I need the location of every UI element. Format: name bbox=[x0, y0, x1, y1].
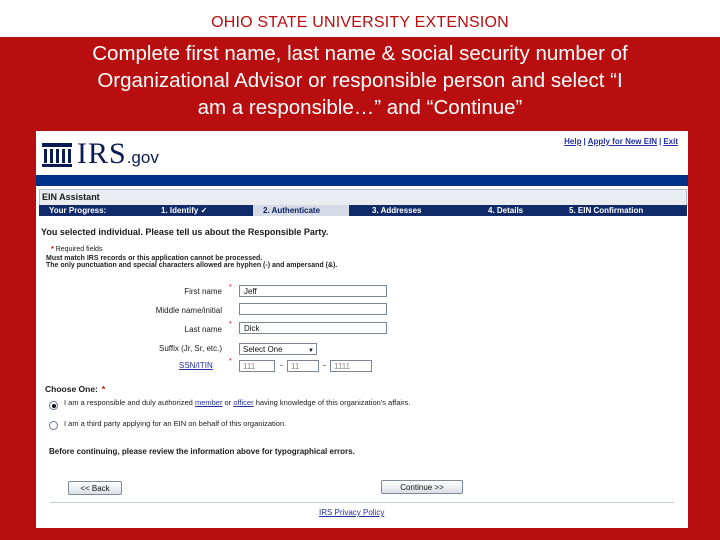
caption-line: Complete first name, last name & social security number of bbox=[92, 42, 628, 65]
progress-step-addresses: 3. Addresses bbox=[372, 206, 422, 215]
progress-step-identify: 1. Identify ✓ bbox=[161, 206, 208, 215]
last-name-label: Last name bbox=[184, 325, 222, 334]
responsible-member-option bbox=[64, 399, 514, 407]
option1-text: I am a responsible and duly authorized bbox=[64, 398, 193, 407]
ssn-separator: - bbox=[280, 360, 283, 370]
third-party-radio[interactable] bbox=[49, 421, 58, 430]
option1-tail: having knowledge of this organization's affairs. bbox=[255, 398, 411, 407]
middle-name-input[interactable] bbox=[239, 303, 387, 315]
review-note: Before continuing, please review the information above for typographical errors. bbox=[49, 447, 355, 456]
choose-one-label: Choose One: * bbox=[45, 384, 106, 394]
apply-new-ein-link[interactable]: Apply for New EIN bbox=[587, 137, 658, 146]
responsible-member-radio[interactable] bbox=[49, 401, 58, 410]
section-title: EIN Assistant bbox=[42, 192, 100, 202]
progress-step-confirmation: 5. EIN Confirmation bbox=[569, 206, 644, 215]
progress-step-authenticate: 2. Authenticate bbox=[253, 205, 349, 216]
caption-line: Organizational Advisor or responsible person and select “I bbox=[97, 69, 623, 92]
middle-name-label: Middle name/initial bbox=[155, 306, 222, 315]
logo-suffix: .gov bbox=[126, 148, 159, 167]
ssn-part2-input[interactable]: 11 bbox=[287, 360, 319, 372]
irs-logo[interactable] bbox=[40, 137, 159, 171]
officer-link[interactable]: officer bbox=[233, 398, 254, 407]
back-button[interactable]: << Back bbox=[68, 481, 122, 495]
logo-text: IRS bbox=[77, 137, 127, 170]
ssn-itin-link[interactable]: SSN/ITIN bbox=[179, 361, 213, 370]
ssn-separator: - bbox=[323, 360, 326, 370]
exit-link[interactable]: Exit bbox=[663, 137, 678, 146]
third-party-option: I am a third party applying for an EIN on behalf of this organization. bbox=[64, 419, 287, 428]
suffix-select[interactable] bbox=[239, 343, 317, 355]
footer-divider bbox=[50, 502, 674, 503]
last-name-input[interactable]: Dick bbox=[239, 322, 387, 334]
ssn-part1-input[interactable]: 111 bbox=[239, 360, 275, 372]
privacy-policy-link[interactable]: IRS Privacy Policy bbox=[319, 508, 385, 517]
suffix-label: Suffix (Jr, Sr, etc.) bbox=[159, 344, 222, 353]
help-link[interactable]: Help bbox=[564, 137, 582, 146]
top-links: Help | Apply for New EIN | Exit bbox=[564, 137, 678, 146]
irs-screenshot bbox=[36, 131, 688, 528]
progress-bar bbox=[39, 205, 687, 216]
ssn-part3-input[interactable]: 1111 bbox=[330, 360, 372, 372]
first-name-label: First name bbox=[184, 287, 222, 296]
option1-or: or bbox=[224, 398, 232, 407]
first-name-input[interactable]: Jeff bbox=[239, 285, 387, 297]
continue-button[interactable]: Continue >> bbox=[381, 480, 463, 494]
required-label: Required fields bbox=[55, 246, 103, 253]
suffix-value: Select One bbox=[243, 345, 283, 354]
required-star: * bbox=[229, 358, 232, 365]
caption-line: am a responsible…” and “Continue” bbox=[197, 96, 523, 119]
page-heading: You selected individual. Please tell us about the Responsible Party. bbox=[41, 227, 329, 237]
progress-label: Your Progress: bbox=[49, 206, 107, 215]
header-blue-bar bbox=[36, 175, 688, 186]
org-title: OHIO STATE UNIVERSITY EXTENSION bbox=[211, 14, 509, 31]
eagle-seal-icon bbox=[40, 139, 74, 169]
records-note: Must match IRS records or this application cannot be processed. bbox=[46, 255, 263, 262]
required-star: * bbox=[229, 284, 232, 291]
required-fields-note: * Required fields bbox=[51, 246, 103, 253]
punctuation-note: The only punctuation and special characters allowed are hyphen (-) and ampersand (&). bbox=[46, 262, 338, 269]
chevron-down-icon: ▼ bbox=[308, 348, 314, 354]
progress-step-details: 4. Details bbox=[488, 206, 524, 215]
required-star: * bbox=[229, 321, 232, 328]
ein-assistant-header bbox=[39, 189, 687, 206]
member-link[interactable]: member bbox=[194, 398, 223, 407]
choose-label-text: Choose One: bbox=[45, 384, 98, 394]
slide-caption bbox=[20, 40, 700, 121]
